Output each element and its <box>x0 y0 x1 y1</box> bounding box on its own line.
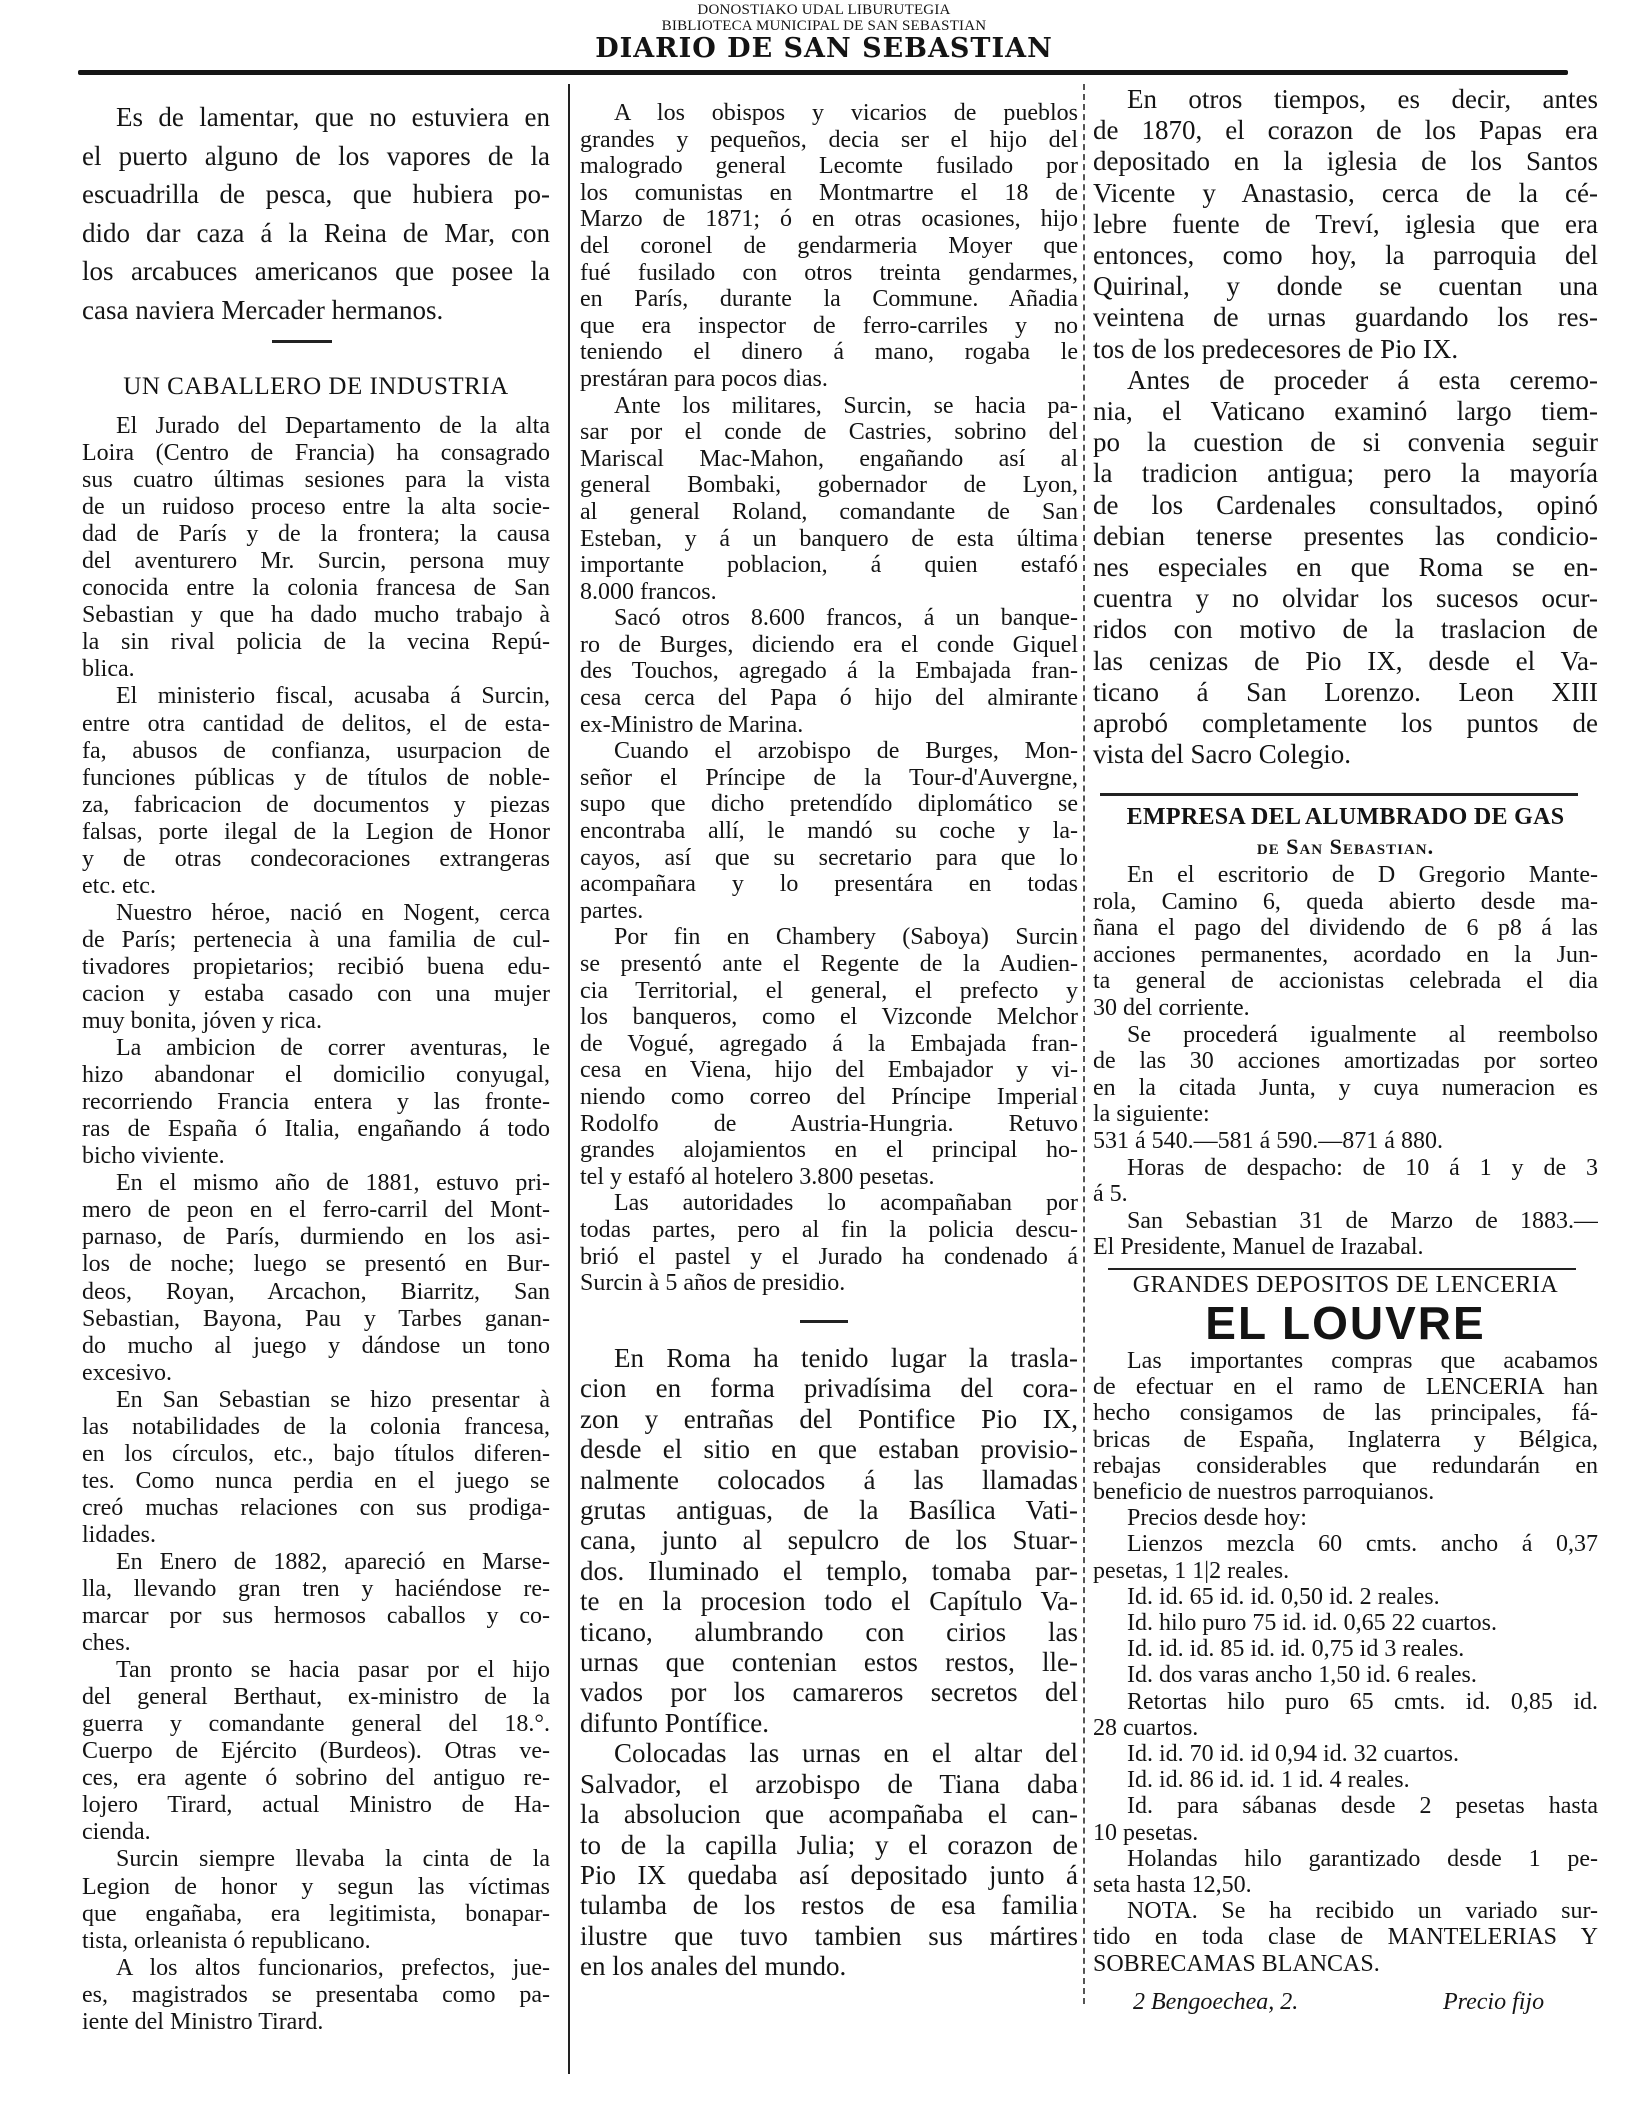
text-line: Las autoridades lo acompañaban por <box>614 1190 1078 1217</box>
text-line: Esteban, y á un banquero de esta última <box>580 525 1078 552</box>
text-line: encontraba allí, le mandó su coche y la- <box>580 818 1078 845</box>
gas-company-heading: EMPRESA DEL ALUMBRADO DE GAS <box>1126 804 1565 830</box>
text-line: zon y entrañas del Pontifice Pio IX, <box>580 1403 1078 1434</box>
text-line: des Touchos, agregado á la Embajada fran- <box>580 658 1078 685</box>
text-line: que era inspector de ferro-carriles y no <box>580 312 1078 339</box>
text-line: de un ruidoso proceso entre la alta socie- <box>82 494 550 521</box>
text-line: que engañaba, era legitimista, bonapar- <box>82 1900 550 1927</box>
text-line: El ministerio fiscal, acusaba á Surcin, <box>116 683 550 710</box>
text-line: Id. id. 65 id. id. 0,50 id. 2 reales. <box>1127 1583 1440 1610</box>
text-line: parnaso, de París, durmiendo en los asi- <box>82 1224 550 1251</box>
text-line: de Vogué, agregado á la Embajada fran- <box>580 1030 1078 1057</box>
text-line: marcar por sus hermosos caballos y co- <box>82 1603 550 1630</box>
text-line: señor el Príncipe de la Tour-d'Auvergne, <box>580 764 1078 791</box>
text-line: entre otra cantidad de delitos, el de esta- <box>82 710 550 737</box>
text-line: fué fusilado con otros treinta gendarmes, <box>580 259 1078 286</box>
louvre-title: EL LOUVRE <box>1205 1297 1486 1349</box>
text-line: seta hasta 12,50. <box>1093 1872 1252 1899</box>
text-line: funciones públicas y de títulos de noble- <box>82 764 550 791</box>
text-line: difunto Pontífice. <box>580 1707 769 1738</box>
text-line: importante poblacion, á quien estafó <box>580 552 1078 579</box>
text-line: recorriendo Francia entera y las fronte- <box>82 1089 550 1116</box>
text-line: NOTA. Se ha recibido un variado sur- <box>1127 1898 1598 1925</box>
text-line: de los Cardenales consultados, opinó <box>1093 489 1598 520</box>
text-line: entonces, como hoy, la parroquia del <box>1093 240 1598 271</box>
fixed-price-note: Precio fijo <box>1443 1989 1545 2015</box>
text-line: hecho consigamos de las principales, fá- <box>1093 1400 1598 1427</box>
text-line: desde el sitio en que estaban provisio- <box>580 1434 1078 1465</box>
text-line: lojero Tirard, actual Ministro de Ha- <box>82 1792 550 1819</box>
text-line: escuadrilla de pesca, que hubiera po- <box>82 179 550 209</box>
gas-company-subheading: de San Sebastian. <box>1256 834 1435 859</box>
text-line: Las importantes compras que acabamos <box>1127 1348 1598 1374</box>
text-line: etc. etc. <box>82 872 156 899</box>
text-line: tel y estafó al hotelero 3.800 pesetas. <box>580 1163 935 1190</box>
text-line: todas partes, pero al fin la policia descu- <box>580 1216 1078 1243</box>
section-separator <box>272 340 332 343</box>
text-line: Surcin à 5 años de presidio. <box>580 1270 846 1297</box>
text-line: nia, el Vaticano examinó largo tiem- <box>1093 396 1598 427</box>
text-line: cacion y estaba casado con una mujer <box>82 980 550 1007</box>
text-line: Loira (Centro de Francia) ha consagrado <box>82 440 550 467</box>
text-line: Cuerpo de Ejército (Burdeos). Otras ve- <box>82 1738 550 1765</box>
column-rule-1 <box>568 84 570 2074</box>
text-line: cesa en Viena, hijo del Embajador y vi- <box>580 1057 1078 1084</box>
text-line: ches. <box>82 1630 131 1657</box>
text-line: de 1870, el corazon de los Papas era <box>1093 115 1598 146</box>
text-line: general Bombaki, gobernador de Lyon, <box>580 472 1078 499</box>
text-line: En otros tiempos, es decir, antes <box>1127 84 1598 114</box>
text-line: Nuestro héroe, nació en Nogent, cerca <box>116 899 550 926</box>
text-line: grandes alojamientos en el principal ho- <box>580 1137 1078 1164</box>
text-line: Id. dos varas ancho 1,50 id. 6 reales. <box>1127 1662 1477 1689</box>
text-line: casa naviera Mercader hermanos. <box>82 294 444 325</box>
column-2-rome-article <box>580 1343 1078 1982</box>
text-line: grutas antiguas, de la Basílica Vati- <box>580 1495 1078 1526</box>
text-line: Id. para sábanas desde 2 pesetas hasta <box>1127 1793 1598 1820</box>
text-line: ro de Burges, diciendo era el conde Giquel <box>580 631 1078 658</box>
louvre-heading: GRANDES DEPOSITOS DE LENCERIA <box>1132 1272 1559 1298</box>
text-line: tido en toda clase de MANTELERIAS Y <box>1093 1924 1598 1951</box>
text-line: ilustre que tuvo tambien sus mártires <box>580 1920 1078 1951</box>
text-line: blica. <box>82 656 135 683</box>
text-line: cesa cerca del Papa ó hijo del almirante <box>580 685 1078 712</box>
text-line: Mariscal Mac-Mahon, engañando así al <box>580 445 1078 472</box>
text-line: la siguiente: <box>1093 1101 1210 1128</box>
text-line: beneficio de nuestros parroquianos. <box>1093 1479 1435 1506</box>
text-line: dos. Iluminado el templo, tomaba par- <box>580 1555 1078 1586</box>
text-line: ticano, alumbrando con cirios las <box>580 1616 1078 1647</box>
text-line: deos, Royan, Arcachon, Biarritz, San <box>82 1278 550 1305</box>
text-line: tes. Como nunca perdia en el juego se <box>82 1467 550 1494</box>
text-line: tos de los predecesores de Pio IX. <box>1093 333 1459 364</box>
text-line: Vicente y Anastasio, cerca de la cé- <box>1093 177 1598 208</box>
text-line: los de noche; luego se presentó en Bur- <box>82 1251 550 1278</box>
text-line: niendo como correo del Príncipe Imperial <box>580 1083 1078 1110</box>
text-line: Marzo de 1871; ó en otras ocasiones, hijo <box>580 206 1078 233</box>
column-1-intro <box>82 98 550 329</box>
text-line: y de otras condecoraciones extrangeras <box>82 845 550 872</box>
section-rule <box>1100 793 1578 796</box>
text-line: la sin rival policia de la vecina Repú- <box>82 629 550 656</box>
text-line: brió el pastel y el Jurado ha condenado á <box>580 1243 1078 1270</box>
newspaper-title: DIARIO DE SAN SEBASTIAN <box>595 33 1053 64</box>
text-line: prestáran para pocos dias. <box>580 365 828 392</box>
text-line: fa, abusos de confianza, usurpacion de <box>82 737 550 764</box>
text-line: Es de lamentar, que no estuviera en <box>116 102 550 132</box>
text-line: lidades. <box>82 1521 156 1548</box>
text-line: dad de París y de la frontera; la causa <box>82 521 550 548</box>
text-line: rola, Camino 6, queda abierto desde ma- <box>1093 888 1598 915</box>
text-line: cienda. <box>82 1819 151 1846</box>
text-line: falsas, porte ilegal de la Legion de Honor <box>82 818 550 845</box>
text-line: La ambicion de correr aventuras, le <box>116 1035 550 1062</box>
text-line: lla, llevando gran tren y haciéndose re- <box>82 1576 550 1603</box>
text-line: En Enero de 1882, apareció en Marse- <box>116 1548 550 1575</box>
text-line: en los anales del mundo. <box>580 1951 847 1982</box>
text-line: ex-Ministro de Marina. <box>580 711 804 738</box>
text-line: Antes de proceder á esta ceremo- <box>1127 364 1598 395</box>
text-line: En el mismo año de 1881, estuvo pri- <box>116 1170 550 1197</box>
text-line: lebre fuente de Treví, iglesia que era <box>1093 208 1598 239</box>
text-line: la tradicion antigua; pero la mayoría <box>1093 458 1598 489</box>
text-line: del general Berthaut, ex-ministro de la <box>82 1684 550 1711</box>
text-line: supo que dicho pretendído diplomático se <box>580 791 1078 818</box>
section-separator <box>800 1320 848 1323</box>
text-line: creó muchas relaciones con sus prodiga- <box>82 1494 550 1521</box>
text-line: Lienzos mezcla 60 cmts. ancho á 0,37 <box>1127 1531 1598 1558</box>
text-line: Horas de despacho: de 10 á 1 y de 3 <box>1127 1154 1598 1181</box>
article-heading: UN CABALLERO DE INDUSTRIA <box>123 373 509 400</box>
text-line: tivadores propietarios; recibió buena edu- <box>82 953 550 980</box>
text-line: te en la procesion todo el Capítulo Va- <box>580 1586 1078 1617</box>
text-line: las cenizas de Pio IX, desde el Va- <box>1093 645 1598 676</box>
text-line: se presentó ante el Regente de la Audien- <box>580 951 1078 977</box>
text-line: Por fin en Chambery (Saboya) Surcin <box>614 924 1078 951</box>
text-line: los arcabuces americanos que posee la <box>82 256 550 286</box>
louvre-advert <box>1093 1348 1598 1977</box>
text-line: cia Territorial, el general, el prefecto y <box>580 977 1078 1004</box>
text-line: sus cuatro últimas sesiones para la vista <box>82 467 550 494</box>
text-line: 531 á 540.—581 á 590.—871 á 880. <box>1093 1127 1443 1154</box>
text-line: Cuando el arzobispo de Burges, Mon- <box>614 738 1078 765</box>
text-line: San Sebastian 31 de Marzo de 1883.— <box>1127 1207 1598 1234</box>
text-line: za, fabricacion de documentos y piezas <box>82 791 550 818</box>
text-line: ta general de accionistas celebrada el dia <box>1093 968 1598 995</box>
text-line: A los altos funcionarios, prefectos, jue- <box>116 1954 550 1981</box>
text-line: teniendo el dinero á mano, rogaba le <box>580 339 1078 366</box>
text-line: aprobó completamente los puntos de <box>1093 708 1598 739</box>
text-line: cion en forma privadísima del cora- <box>580 1373 1078 1404</box>
section-rule <box>1108 1268 1576 1270</box>
text-line: En el escritorio de D Gregorio Mante- <box>1127 862 1598 888</box>
text-line: es, magistrados se presentaba como pa- <box>82 1981 550 2008</box>
text-line: El Jurado del Departamento de la alta <box>116 413 550 439</box>
text-line: Tan pronto se hacia pasar por el hijo <box>116 1657 550 1684</box>
text-line: A los obispos y vicarios de pueblos <box>614 100 1078 126</box>
text-line: grandes y pequeños, decia ser el hijo del <box>580 126 1078 153</box>
text-line: debian tenerse presentes las condicio- <box>1093 520 1598 551</box>
text-line: ñana el pago del dividendo de 6 p8 á las <box>1093 915 1598 942</box>
text-line: acciones permanentes, acordado en la Jun- <box>1093 941 1598 968</box>
text-line: Retortas hilo puro 65 cmts. id. 0,85 id. <box>1127 1688 1598 1715</box>
text-line: veintena de urnas guardando los res- <box>1093 302 1598 333</box>
text-line: to de la capilla Julia; y el corazon de <box>580 1829 1078 1860</box>
text-line: las notabilidades de la colonia francesa, <box>82 1413 550 1440</box>
text-line: En San Sebastian se hizo presentar à <box>116 1386 550 1413</box>
text-line: ces, era agente ó sobrino del antiguo re- <box>82 1765 550 1792</box>
text-line: 10 pesetas. <box>1093 1819 1199 1846</box>
text-line: po la cuestion de si convenia seguir <box>1093 427 1598 458</box>
text-line: hizo abandonar el domicilio conyugal, <box>82 1062 550 1089</box>
text-line: muy bonita, jóven y rica. <box>82 1008 322 1035</box>
text-line: Colocadas las urnas en el altar del <box>614 1738 1078 1769</box>
text-line: El Presidente, Manuel de Irazabal. <box>1093 1234 1424 1261</box>
text-line: En Roma ha tenido lugar la trasla- <box>614 1343 1078 1373</box>
library-name-spanish: BIBLIOTECA MUNICIPAL DE SAN SEBASTIAN <box>661 18 987 34</box>
text-line: Surcin siempre llevaba la cinta de la <box>116 1846 550 1873</box>
text-line: de efectuar en el ramo de LENCERIA han <box>1093 1374 1598 1401</box>
text-line: en la citada Junta, y cuya numeracion es <box>1093 1074 1598 1101</box>
text-line: Sebastian y que ha dado mucho trabajo à <box>82 602 550 629</box>
text-line: pesetas, 1 1|2 reales. <box>1093 1557 1290 1584</box>
text-line: acompañara y lo presentára en todas <box>580 871 1078 898</box>
column-3-rome-article <box>1093 84 1598 770</box>
text-line: el puerto alguno de los vapores de la <box>82 140 550 171</box>
text-line: Id. hilo puro 75 id. id. 0,65 22 cuartos. <box>1127 1610 1497 1637</box>
text-line: los banqueros, como el Vizconde Melchor <box>580 1004 1078 1031</box>
text-line: Id. id. id. 85 id. id. 0,75 id 3 reales. <box>1127 1636 1465 1663</box>
text-line: Precios desde hoy: <box>1127 1505 1307 1532</box>
text-line: á 5. <box>1093 1181 1128 1208</box>
text-line: ticano á San Lorenzo. Leon XIII <box>1093 676 1598 707</box>
text-line: partes. <box>580 897 644 924</box>
text-line: de las 30 acciones amortizadas por sorteo <box>1093 1048 1598 1075</box>
text-line: ras de España ó Italia, engañando á todo <box>82 1116 550 1143</box>
text-line: cuentra y no olvidar los sucesos ocur- <box>1093 583 1598 614</box>
text-line: Holandas hilo garantizado desde 1 pe- <box>1127 1845 1598 1872</box>
text-line: nes especiales en que Roma se en- <box>1093 552 1598 583</box>
text-line: mero de peon en el ferro-carril del Mont- <box>82 1197 550 1224</box>
masthead-rule <box>78 70 1568 75</box>
text-line: 8.000 francos. <box>580 578 717 605</box>
column-1-article <box>82 413 550 2036</box>
text-line: Quirinal, y donde se cuentan una <box>1093 271 1598 302</box>
library-name-basque: DONOSTIAKO UDAL LIBURUTEGIA <box>697 2 951 18</box>
text-line: al general Roland, comandante de San <box>580 498 1078 525</box>
text-line: bicho viviente. <box>82 1143 225 1170</box>
text-line: Rodolfo de Austria-Hungria. Retuvo <box>580 1110 1078 1137</box>
text-line: dido dar caza á la Reina de Mar, con <box>82 217 550 248</box>
text-line: del coronel de gendarmeria Moyer que <box>580 232 1078 259</box>
text-line: depositado en la iglesia de los Santos <box>1093 146 1598 177</box>
text-line: en París, durante la Commune. Añadia <box>580 286 1078 313</box>
text-line: del aventurero Mr. Surcin, persona muy <box>82 548 550 575</box>
text-line: bricas de España, Inglaterra y Bélgica, <box>1093 1426 1598 1453</box>
text-line: Pio IX quedaba así depositado junto á <box>580 1859 1078 1890</box>
text-line: cana, junto al sepulcro de los Stuar- <box>580 1525 1078 1556</box>
text-line: los comunistas en Montmartre el 18 de <box>580 179 1078 206</box>
text-line: Ante los militares, Surcin, se hacia pa- <box>614 392 1078 419</box>
text-line: malogrado general Lecomte fusilado por <box>580 153 1078 180</box>
text-line: de París; pertenecia à una familia de cul- <box>82 926 550 953</box>
text-line: Sebastian, Bayona, Pau y Tarbes ganan- <box>82 1305 550 1332</box>
text-line: Se procederá igualmente al reembolso <box>1127 1021 1598 1048</box>
text-line: sar por el conde de Castries, sobrino del <box>580 419 1078 446</box>
text-line: tulamba de los restos de esa familia <box>580 1890 1078 1921</box>
text-line: conocida entre la colonia francesa de San <box>82 575 550 602</box>
text-line: ridos con motivo de la traslacion de <box>1093 614 1598 645</box>
text-line: vista del Sacro Colegio. <box>1093 739 1351 770</box>
text-line: 30 del corriente. <box>1093 994 1250 1021</box>
text-line: Sacó otros 8.600 francos, á un banque- <box>614 605 1078 632</box>
text-line: Id. id. 70 id. id 0,94 id. 32 cuartos. <box>1127 1741 1459 1768</box>
text-line: urnas que contenian estos restos, lle- <box>580 1647 1078 1678</box>
text-line: do mucho al juego y dándose un tono <box>82 1332 550 1359</box>
text-line: rebajas considerables que redundarán en <box>1093 1452 1598 1479</box>
text-line: guerra y comandante general del 18.°. <box>82 1711 550 1738</box>
text-line: la absolucion que acompañaba el can- <box>580 1799 1078 1830</box>
text-line: iente del Ministro Tirard. <box>82 2008 324 2035</box>
store-address: 2 Bengoechea, 2. <box>1133 1989 1299 2015</box>
text-line: vados por los camareros secretos del <box>580 1677 1078 1708</box>
text-line: excesivo. <box>82 1359 172 1386</box>
column-rule-2 <box>1083 84 1085 2004</box>
text-line: 28 cuartos. <box>1093 1714 1199 1741</box>
text-line: nalmente colocados á las llamadas <box>580 1464 1078 1495</box>
text-line: Id. id. 86 id. id. 1 id. 4 reales. <box>1127 1767 1410 1794</box>
text-line: tista, orleanista ó republicano. <box>82 1927 371 1954</box>
text-line: Legion de honor y segun las víctimas <box>82 1873 550 1900</box>
text-line: Salvador, el arzobispo de Tiana daba <box>580 1768 1078 1799</box>
column-2-article-continued <box>580 100 1078 1297</box>
text-line: SOBRECAMAS BLANCAS. <box>1093 1950 1380 1977</box>
text-line: en los círculos, etc., bajo títulos diferen- <box>82 1440 550 1467</box>
gas-company-notice <box>1093 862 1598 1261</box>
text-line: cayos, así que su secretario para que lo <box>580 844 1078 871</box>
